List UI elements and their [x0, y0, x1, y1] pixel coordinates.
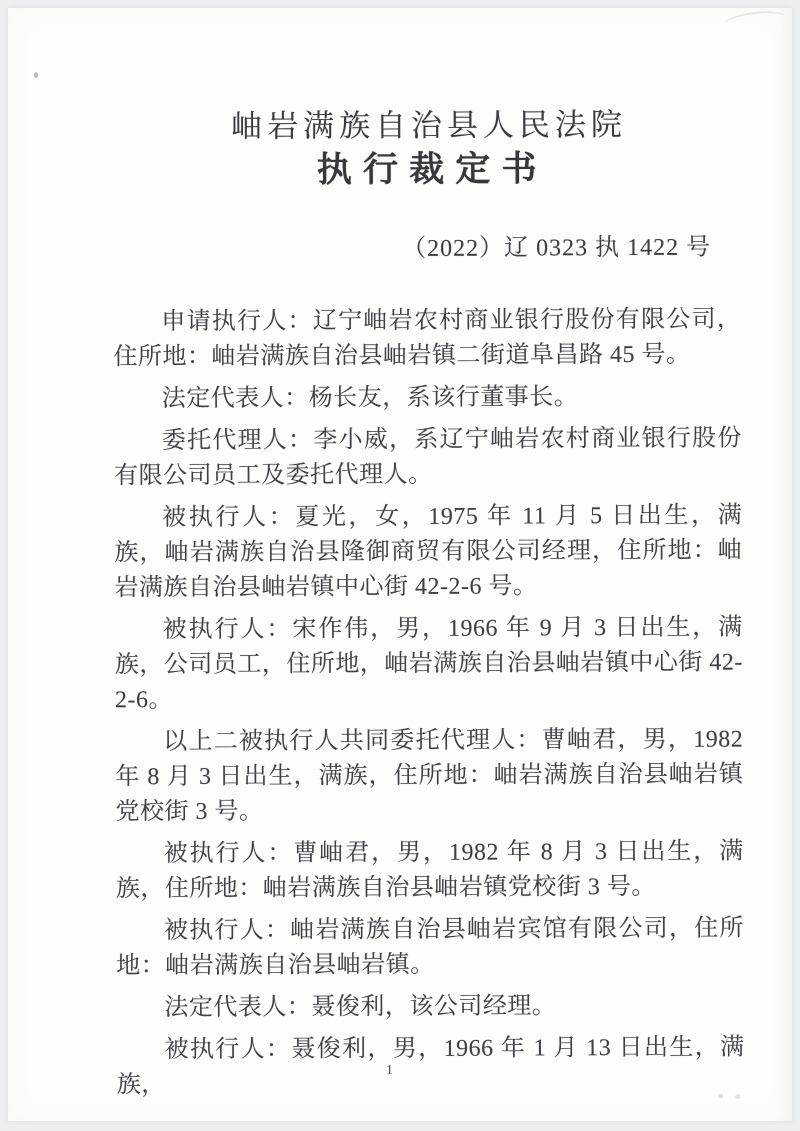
- case-number: （2022）辽 0323 执 1422 号: [401, 234, 712, 262]
- page-number: 1: [386, 1063, 394, 1078]
- court-name: 岫岩满族自治县人民法院: [231, 107, 627, 144]
- document-body: [113, 303, 744, 1104]
- body-paragraph-respondent-5: 被执行人：聂俊利，男，1966 年 1 月 13 日出生，满族，: [116, 1034, 745, 1099]
- body-paragraph-respondent-4: 被执行人：岫岩满族自治县岫岩宾馆有限公司，住所地：岫岩满族自治县岫岩镇。: [116, 915, 745, 980]
- document-page: [8, 8, 792, 1121]
- body-paragraph-respondent-3: 被执行人：曹岫君，男，1982 年 8 月 3 日出生，满族，住所地：岫岩满族自治县岫岩镇党校街 3 号。: [115, 838, 744, 903]
- body-paragraph-respondent-2: 被执行人：宋作伟，男，1966 年 9 月 3 日出生，满族，公司员工，住所地，岫岩满族自治县岫岩镇中心街 42-2-6。: [114, 614, 743, 714]
- body-paragraph-legal-rep-1: 法定代表人：杨长友，系该行董事长。: [161, 384, 579, 413]
- body-paragraph-joint-agent: 以上二被执行人共同委托代理人：曹岫君，男，1982 年 8 月 3 日出生，满族，住所地：岫岩满族自治县岫岩镇党校街 3 号。: [115, 726, 744, 826]
- body-paragraph-agent-1: 委托代理人：李小威，系辽宁岫岩农村商业银行股份有限公司员工及委托代理人。: [113, 425, 742, 490]
- body-paragraph-applicant: 申请执行人：辽宁岫岩农村商业银行股份有限公司，住所地：岫岩满族自治县岫岩镇二街道阜昌路 45 号。: [113, 306, 742, 371]
- body-paragraph-respondent-1: 被执行人：夏光，女，1975 年 11 月 5 日出生，满族，岫岩满族自治县隆御商贸有限公司经理，住所地：岫岩满族自治县岫岩镇中心街 42-2-6 号。: [114, 502, 743, 602]
- body-paragraph-legal-rep-2: 法定代表人：聂俊利，该公司经理。: [164, 993, 557, 1022]
- document-content: [8, 6, 797, 1103]
- document-title: 执行裁定书: [316, 149, 548, 190]
